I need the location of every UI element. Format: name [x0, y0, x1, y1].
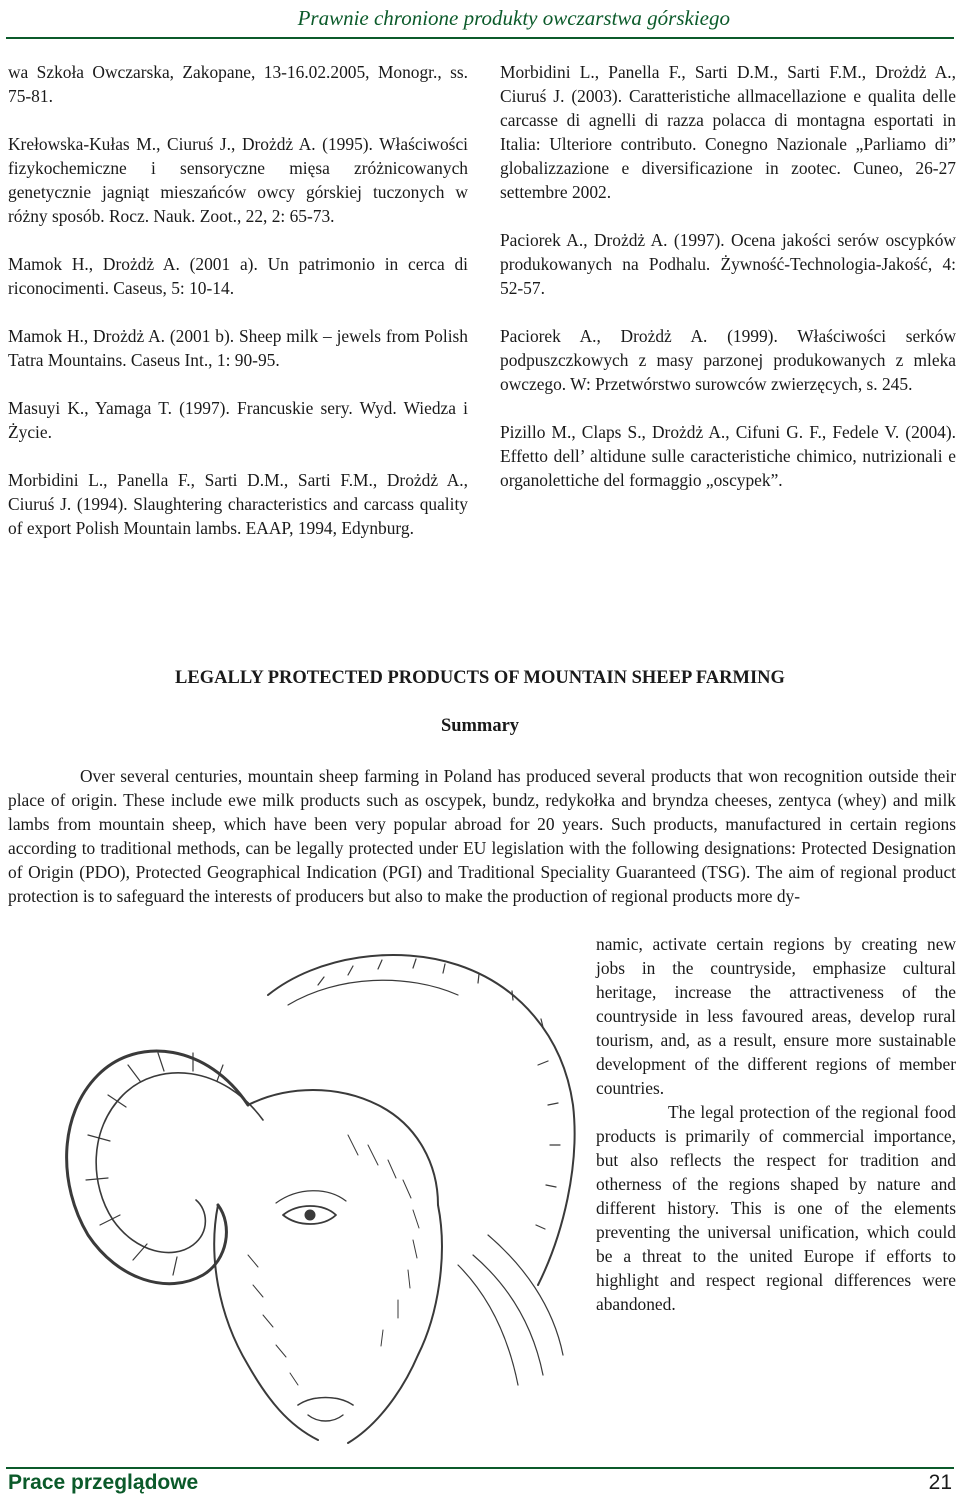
reference-item: Mamok H., Drożdż A. (2001 a). Un patrimonio in cerca di riconocimenti. Caseus, 5: 10-14.	[8, 254, 468, 298]
reference-item: Mamok H., Drożdż A. (2001 b). Sheep milk – jewels from Polish Tatra Mountains. Caseus Int., 1: 90-95.	[8, 326, 468, 370]
summary-paragraph: The legal protection of the regional food products is primarily of commercial importance, but also reflects the respect for tradition and otherness of the regions shaped by nature and different history. This is one of the elements preventing the universal unification, which could be a threat to the united Europe if efforts to highlight and respect regional differences were abandoned.	[596, 1102, 956, 1314]
reference-item: Paciorek A., Drożdż A. (1997). Ocena jakości serów oscypków produkowanych na Podhalu. Żywność-Technologia-Jakość, 4: 52-57.	[500, 230, 956, 298]
running-header: Prawnie chronione produkty owczarstwa górskiego	[297, 6, 730, 30]
ram-head-illustration	[18, 935, 583, 1455]
reference-item: Morbidini L., Panella F., Sarti D.M., Sarti F.M., Drożdż A., Ciuruś J. (1994). Slaughtering characteristics and carcass quality of export Polish Mountain lambs. EAAP, 1994, Edynburg.	[8, 470, 468, 538]
footer-section-label: Prace przeglądowe	[8, 1471, 199, 1494]
reference-item: Pizillo M., Claps S., Drożdż A., Cifuni G. F., Fedele V. (2004). Effetto dell’ altidune sulle caracteristiche chimico, nutrizionali e organolettiche del formaggio „oscypek”.	[500, 422, 956, 490]
summary-continued	[596, 932, 956, 1316]
header-rule	[6, 37, 954, 39]
page-number: 21	[928, 1471, 952, 1494]
summary-paragraph: namic, activate certain regions by creating new jobs in the countryside, emphasize cultural heritage, increase the attractiveness of the countryside in less favoured areas, develop rural tourism, and, as a result, ensure more sustainable development of the different regions of member countries.	[596, 934, 956, 1098]
reference-item: Krełowska-Kułas M., Ciuruś J., Drożdż A. (1995). Właściwości fizykochemiczne i sensoryczne mięsa zróżnicowanych genetycznie jagniąt mieszańców owcy górskiej tuczonych w różny sposób. Rocz. Nauk. Zoot., 22, 2: 65-73.	[8, 134, 468, 226]
reference-item: Masuyi K., Yamaga T. (1997). Francuskie sery. Wyd. Wiedza i Życie.	[8, 398, 468, 442]
reference-item: Morbidini L., Panella F., Sarti D.M., Sarti F.M., Drożdż A., Ciuruś J. (2003). Caratteristiche allmacellazione e qualita delle carcasse di agnelli di razza polacca di montagna esportati in Italia: Ulteriore contributo. Conegno Nazionale „Parliamo di” globalizzazione e diversificazione in zootec. Cuneo, 26-27 settembre 2002.	[500, 62, 956, 202]
footer-rule	[6, 1467, 954, 1469]
summary-paragraph: Over several centuries, mountain sheep farming in Poland has produced several products that won recognition outside their place of origin. These include ewe milk products such as oscypek, bundz, redykołka and bryndza cheeses, zentyca (whey) and milk lambs from mountain sheep, which have been very popular abroad for 20 years. Such products, manufactured in certain regions according to traditional methods, can be legally protected under EU legislation with the following designations: Protected Designation of Origin (PDO), Protected Geographical Indication (PGI) and Traditional Speciality Guaranteed (TSG). The aim of regional product protection is to safeguard the interests of producers but also to make the production of regional products more dy-	[8, 766, 956, 906]
reference-item: wa Szkoła Owczarska, Zakopane, 13-16.02.2005, Monogr., ss. 75-81.	[8, 62, 468, 106]
summary-heading: Summary	[440, 716, 520, 736]
article-title: LEGALLY PROTECTED PRODUCTS OF MOUNTAIN SHEEP FARMING	[175, 668, 785, 688]
references-left-column	[8, 60, 468, 564]
references-right-column	[500, 60, 956, 516]
reference-item: Paciorek A., Drożdż A. (1999). Właściwości serków podpuszczkowych z masy parzonej produkowanych z mleka owczego. W: Przetwórstwo surowców zwierzęcych, s. 245.	[500, 326, 956, 394]
